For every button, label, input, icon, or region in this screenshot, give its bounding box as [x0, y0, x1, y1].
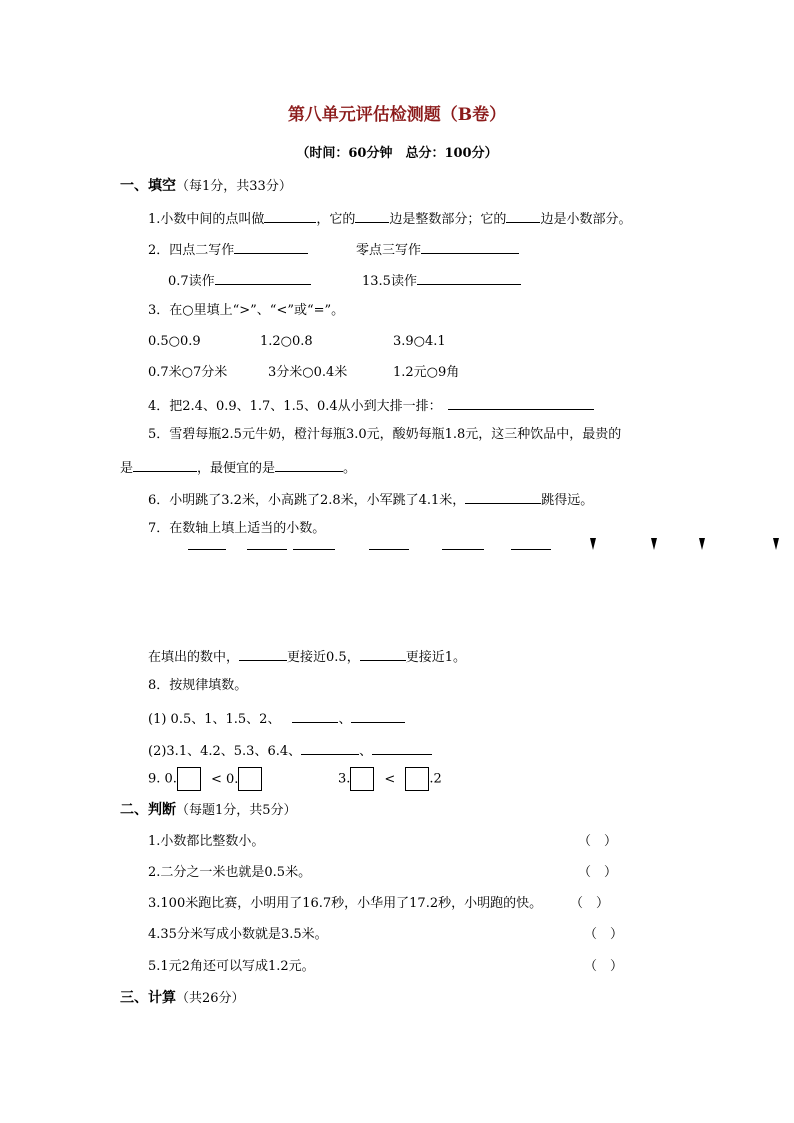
- q9-box-2[interactable]: [238, 767, 262, 791]
- q9-text-b: < 0.: [210, 771, 239, 787]
- q1-blank-1[interactable]: [264, 208, 316, 223]
- section3-heading: 三、计算: [120, 990, 176, 1006]
- q2-text-a: 2．四点二写作: [148, 243, 235, 258]
- q5-text-b: ，最便宜的是: [197, 461, 276, 476]
- judge-paren-1[interactable]: （ ）: [578, 834, 618, 849]
- judge-paren-5[interactable]: （ ）: [584, 959, 624, 974]
- section2-heading: 二、判断: [120, 802, 176, 818]
- question-5-line1: 5．雪碧每瓶2.5元牛奶，橙汁每瓶3.0元，酸奶每瓶1.8元，这三种饮品中，最贵的: [148, 427, 622, 442]
- q5-blank-1[interactable]: [133, 457, 197, 472]
- numberline-blank-1[interactable]: [188, 548, 226, 550]
- q3-item-1: 0.5○0.9: [148, 334, 201, 349]
- judge-item-1: 1.小数都比整数小。: [148, 834, 265, 849]
- q5-text-a: 是: [120, 461, 134, 476]
- numberline-blank-4[interactable]: [369, 548, 409, 550]
- q6-text-b: 跳得远。: [541, 493, 594, 508]
- question-8-row-1: [148, 708, 405, 729]
- q9-box-4[interactable]: [405, 767, 429, 791]
- q2-text-d: 13.5读作: [362, 274, 417, 289]
- numberline-blank-6[interactable]: [511, 548, 551, 550]
- question-6: [148, 489, 593, 510]
- q5-blank-2[interactable]: [275, 457, 343, 472]
- q8-row1-blank-1[interactable]: [292, 708, 338, 723]
- question-7-text: 7．在数轴上填上适当的小数。: [148, 521, 326, 536]
- question-8-row-2: [148, 740, 432, 761]
- q7-blank-1[interactable]: [239, 646, 287, 661]
- q1-text-c: 边是整数部分；它的: [389, 212, 507, 227]
- q2-blank-4[interactable]: [417, 270, 521, 285]
- page-title: 第八单元评估检测题（B卷）: [287, 105, 507, 125]
- section1-heading: 一、填空: [120, 178, 176, 194]
- q8-row1-text: (1) 0.5、1、1.5、2、: [148, 712, 281, 727]
- numberline-blank-3[interactable]: [293, 548, 335, 550]
- question-4: [148, 395, 594, 416]
- q9-text-d: <: [384, 771, 396, 787]
- numberline-tick-1: [590, 538, 596, 550]
- q8-row1-sep: 、: [338, 712, 352, 727]
- question-7-followup: [148, 646, 466, 667]
- question-2-part-a: [148, 239, 308, 260]
- judge-item-3: 3.100米跑比赛，小明用了16.7秒，小华用了17.2秒，小明跑的快。: [148, 896, 543, 911]
- q9-box-3[interactable]: [350, 767, 374, 791]
- q1-blank-2[interactable]: [355, 208, 389, 223]
- section3-header: [120, 989, 245, 1008]
- q9-box-1[interactable]: [177, 767, 201, 791]
- numberline-tick-3: [699, 538, 705, 550]
- q8-row1-blank-2[interactable]: [351, 708, 405, 723]
- numberline-blank-5[interactable]: [442, 548, 484, 550]
- q4-text: 4．把2.4、0.9、1.7、1.5、0.4从小到大排一排：: [148, 399, 442, 414]
- question-8-text: 8．按规律填数。: [148, 678, 248, 693]
- q6-blank[interactable]: [465, 489, 541, 504]
- judge-item-2: 2.二分之一米也就是0.5米。: [148, 865, 312, 880]
- section2-header: [120, 801, 297, 820]
- q1-text-b: ，它的: [316, 212, 356, 227]
- judge-item-5: 5.1元2角还可以写成1.2元。: [148, 959, 315, 974]
- q7-blank-2[interactable]: [360, 646, 406, 661]
- q3-item-3: 3.9○4.1: [393, 334, 446, 349]
- judge-paren-4[interactable]: （ ）: [584, 927, 624, 942]
- q2-blank-2[interactable]: [421, 239, 519, 254]
- question-5-line2: [120, 457, 356, 478]
- q8-row2-blank-1[interactable]: [301, 740, 359, 755]
- judge-paren-2[interactable]: （ ）: [578, 865, 618, 880]
- q3-item-6: 1.2元○9角: [393, 365, 460, 380]
- q3-item-2: 1.2○0.8: [260, 334, 313, 349]
- q3-item-5: 3分米○0.4米: [268, 365, 348, 380]
- section3-note: （共26分）: [176, 991, 245, 1006]
- question-3-text: 3．在○里填上“>”、“<”或“=”。: [148, 303, 345, 318]
- question-2-part-d: [362, 270, 521, 291]
- question-2-part-b: [356, 239, 519, 260]
- question-9-part-a: [148, 767, 262, 792]
- q8-row2-sep: 、: [359, 744, 373, 759]
- question-1: [148, 208, 631, 229]
- q2-text-b: 零点三写作: [356, 243, 422, 258]
- q7-text-c: 更接近1。: [405, 650, 466, 665]
- q7-text-b: 更接近0.5，: [287, 650, 360, 665]
- section1-header: [120, 177, 292, 196]
- question-2-part-c: [168, 270, 311, 291]
- q4-blank[interactable]: [448, 395, 594, 410]
- q1-blank-3[interactable]: [506, 208, 540, 223]
- q8-row2-blank-2[interactable]: [372, 740, 432, 755]
- q9-text-e: .2: [429, 771, 442, 787]
- numberline-tick-4: [773, 538, 779, 550]
- section1-note: （每1分，共33分）: [176, 179, 292, 194]
- q5-text-c: 。: [343, 461, 357, 476]
- q7-text-a: 在填出的数中，: [148, 650, 240, 665]
- judge-item-4: 4.35分米写成小数就是3.5米。: [148, 927, 328, 942]
- q2-text-c: 0.7读作: [168, 274, 215, 289]
- q6-text-a: 6．小明跳了3.2米，小高跳了2.8米，小军跳了4.1米，: [148, 493, 466, 508]
- q8-row2-text: (2)3.1、4.2、5.3、6.4、: [148, 744, 302, 759]
- q2-blank-1[interactable]: [234, 239, 308, 254]
- question-9-part-b: [338, 767, 442, 792]
- section2-note: （每题1分，共5分）: [176, 803, 297, 818]
- q9-text-a: 9. 0.: [148, 771, 177, 787]
- q1-text-a: 1.小数中间的点叫做: [148, 212, 265, 227]
- numberline-blank-2[interactable]: [247, 548, 287, 550]
- q9-text-c: 3.: [338, 771, 351, 787]
- q3-item-4: 0.7米○7分米: [148, 365, 228, 380]
- numberline-tick-2: [651, 538, 657, 550]
- judge-paren-3[interactable]: （ ）: [570, 896, 610, 911]
- page-subtitle: （时间：60分钟 总分：100分）: [296, 146, 498, 161]
- q2-blank-3[interactable]: [215, 270, 311, 285]
- q1-text-d: 边是小数部分。: [540, 212, 632, 227]
